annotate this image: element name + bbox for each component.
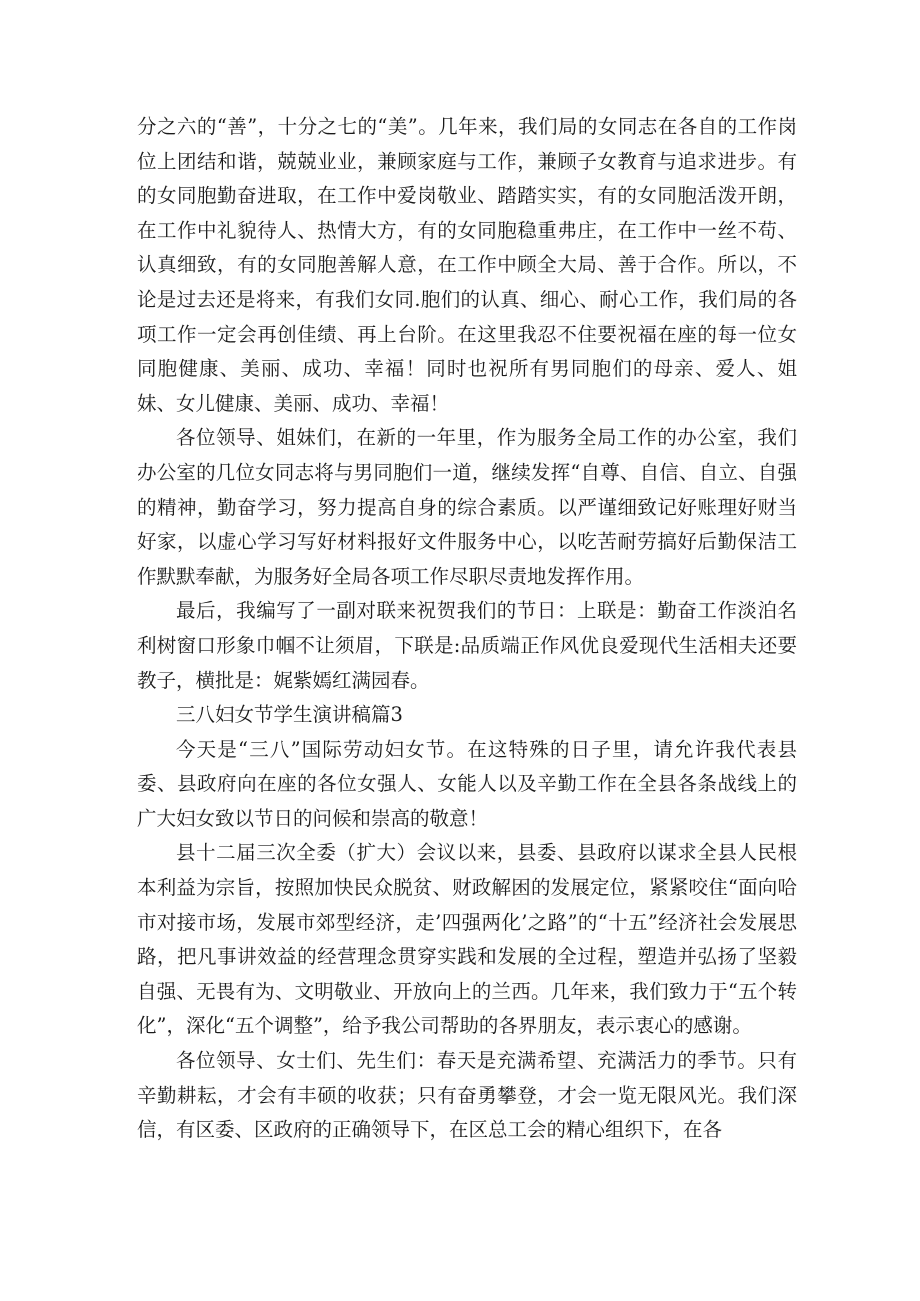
paragraph-greeting: 今天是“三八”国际劳动妇女节。在这特殊的日子里，请允许我代表县委、县政府向在座的各位女强人、女能人以及辛勤工作在全县各条战线上的广大妇女致以节日的问候和崇高的敬意！ xyxy=(137,737,797,830)
document-body xyxy=(137,110,797,1148)
paragraph-couplet: 最后，我编写了一副对联来祝贺我们的节日：上联是：勤奋工作淡泊名利树窗口形象巾帼不让须眉，下联是:品质端正作风优良爱现代生活相夫还要教子，横批是：娓紫嫣红满园春。 xyxy=(137,599,797,692)
paragraph-office-plans: 各位领导、姐妹们，在新的一年里，作为服务全局工作的办公室，我们办公室的几位女同志将与男同胞们一道，继续发挥“自尊、自信、自立、自强的精神，勤奋学习，努力提高自身的综合素质。以严谨细致记好账理好财当好家，以虚心学习写好材料报好文件服务中心，以吃苦耐劳搞好后勤保洁工作默默奉献，为服务好全局各项工作尽职尽责地发挥作用。 xyxy=(137,426,797,588)
paragraph-continuation: 分之六的“善”，十分之七的“美”。几年来，我们局的女同志在各自的工作岗位上团结和谐，兢兢业业，兼顾家庭与工作，兼顾子女教育与追求进步。有的女同胞勤奋进取，在工作中爱岗敬业、踏踏实实，有的女同胞活泼开朗，在工作中礼貌待人、热情大方，有的女同胞稳重弗庄，在工作中一丝不苟、认真细致，有的女同胞善解人意，在工作中顾全大局、善于合作。所以，不论是过去还是将来，有我们女同.胞们的认真、细心、耐心工作，我们局的各项工作一定会再创佳绩、再上台阶。在这里我忍不住要祝福在座的每一位女同胞健康、美丽、成功、幸福！同时也祝所有男同胞们的母亲、爱人、姐妹、女儿健康、美丽、成功、幸福！ xyxy=(137,115,797,415)
paragraph-development: 县十二届三次全委（扩大）会议以来，县委、县政府以谋求全县人民根本利益为宗旨，按照加快民众脱贫、财政解困的发展定位，紧紧咬住“面向哈市对接市场，发展市郊型经济，走’四强两化’之路”的“十五”经济社会发展思路，把凡事讲效益的经营理念贯穿实践和发展的全过程，塑造并弘扬了坚毅自强、无畏有为、文明敬业、开放向上的兰西。几年来，我们致力于“五个转化”，深化“五个调整”，给予我公司帮助的各界朋友，表示衷心的感谢。 xyxy=(137,841,797,1038)
paragraph-spring: 各位领导、女士们、先生们：春天是充满希望、充满活力的季节。只有辛勤耕耘，才会有丰硕的收获；只有奋勇攀登，才会一览无限风光。我们深信，有区委、区政府的正确领导下，在区总工会的精心组织下，在各 xyxy=(137,1049,797,1142)
section-heading: 三八妇女节学生演讲稿篇3 xyxy=(176,703,403,727)
